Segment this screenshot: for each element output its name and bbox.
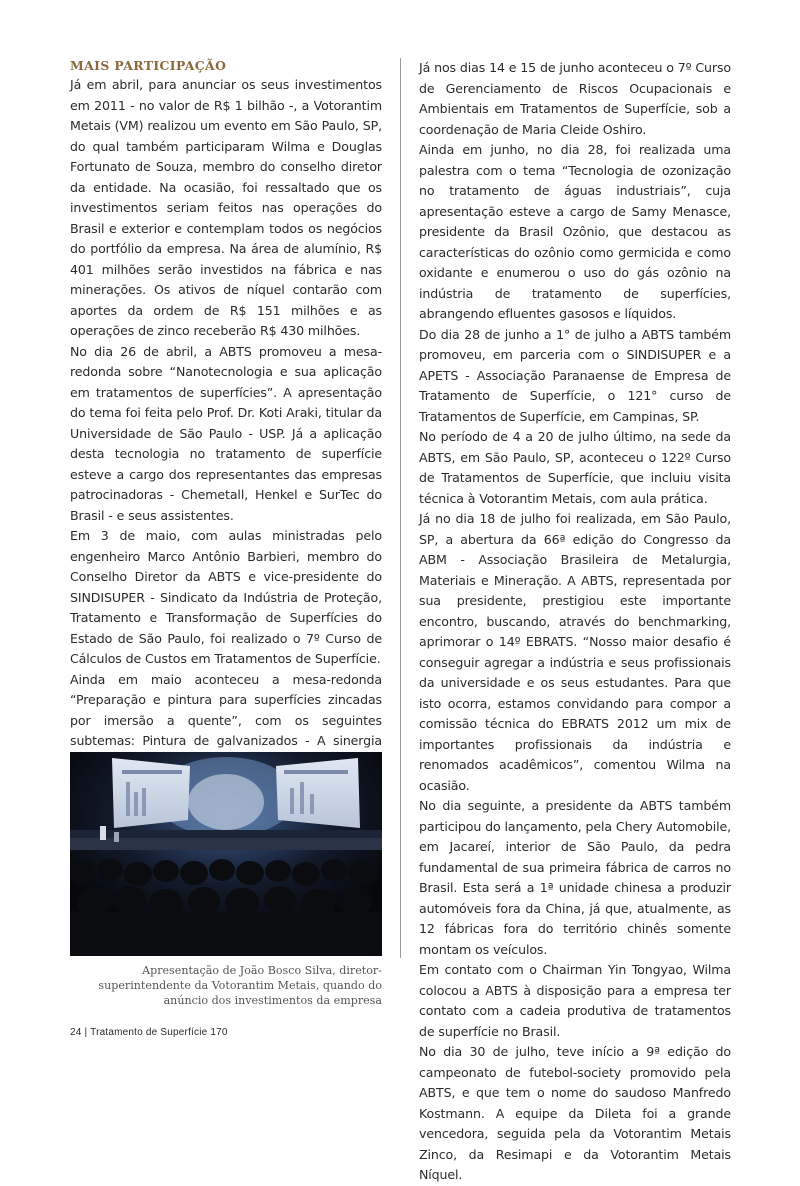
paragraph: Já em abril, para anunciar os seus investimentos em 2011 - no valor de R$ 1 bilhão -, a Votorantim Metais (VM) realizou um evento em São Paulo, SP, do qual também participaram Wilma e Douglas Fortunato de Souza, membro do conselho diretor da entidade. Na ocasião, foi ressaltado que os investimentos seriam feitos nas operações do Brasil e exterior e contemplam todos os negócios do portfólio da empresa. Na área de alumínio, R$ 401 milhões serão investidos na fábrica e nas minerações. Os ativos de níquel contarão com aportes da ordem de R$ 151 milhões e as operações de zinco receberão R$ 430 milhões. (70, 77, 382, 338)
paragraph: No período de 4 a 20 de julho último, na sede da ABTS, em São Paulo, SP, aconteceu o 122º Curso de Tratamentos de Superfície, que incluiu visita técnica à Votorantim Metais, com aula prática. (419, 429, 731, 506)
paragraph: Já nos dias 14 e 15 de junho aconteceu o 7º Curso de Gerenciamento de Riscos Ocupacionais e Ambientais em Tratamentos de Superfície, sob a coordenação de Maria Cleide Oshiro. (419, 60, 731, 137)
section-heading: MAIS PARTICIPAÇÃO (70, 58, 227, 73)
event-photo (70, 752, 382, 956)
paragraph: No dia 26 de abril, a ABTS promoveu a mesa-redonda sobre “Nanotecnologia e sua aplicação em tratamentos de superfícies”. A apresentação do tema foi feita pelo Prof. Dr. Koti Araki, titular da Universidade de São Paulo - USP. Já a aplicação desta tecnologia no tratamento de superfície esteve a cargo dos representantes das empresas patrocinadoras - Chemetall, Henkel e SurTec do Brasil - e seus assistentes. (70, 343, 382, 523)
publication-name: Tratamento de Superfície 170 (90, 1027, 228, 1038)
footer-separator: | (84, 1027, 88, 1038)
paragraph: No dia seguinte, a presidente da ABTS também participou do lançamento, pela Chery Automobile, em Jacareí, interior de São Paulo, da pedra fundamental de sua primeira fábrica de carros no Brasil. Esta será a 1ª unidade chinesa a produzir automóveis fora da China, já que, atualmente, as 12 fábricas fora do território chinês somente montam os veículos. (419, 798, 731, 957)
page-number: 24 (70, 1027, 82, 1038)
paragraph: Em contato com o Chairman Yin Tongyao, Wilma colocou a ABTS à disposição para a empresa ter contato com a cadeia produtiva de tratamentos de superfície no Brasil. (419, 962, 731, 1039)
column-divider (400, 58, 401, 958)
paragraph: Do dia 28 de junho a 1° de julho a ABTS também promoveu, em parceria com o SINDISUPER e a APETS - Associação Paranaense de Empresa de Tratamento de Superfície, o 121° curso de Tratamentos de Superfície, em Campinas, SP. (419, 326, 731, 424)
paragraph: No dia 30 de julho, teve início a 9ª edição do campeonato de futebol-society promovido pela ABTS, e que tem o nome do saudoso Manfredo Kostmann. A equipe da Dileta foi a grande vencedora, seguida pela da Votorantim Metais Zinco, da Resimapi e da Votorantim Metais Níquel. (419, 1044, 731, 1182)
auditorium-photo-illustration (70, 752, 382, 956)
left-column (70, 58, 382, 834)
paragraph: Ainda em junho, no dia 28, foi realizada uma palestra com o tema “Tecnologia de ozonização no tratamento de águas industriais”, cuja apresentação esteve a cargo de Samy Menasce, presidente da Brasil Ozônio, que destacou as características do ozônio como germicida e como oxidante e enumerou o uso do gás ozônio na indústria de tratamento de superfícies, abrangendo efluentes gasosos e líquidos. (419, 142, 731, 321)
paragraph: Ainda em maio aconteceu a mesa-redonda “Preparação e pintura para superfícies zincadas por imersão a quente”, com os seguintes subtemas: Pintura de galvanizados - A sinergia (70, 671, 382, 748)
paragraph: Em 3 de maio, com aulas ministradas pelo engenheiro Marco Antônio Barbieri, membro do Conselho Diretor da ABTS e vice-presidente do SINDISUPER - Sindicato da Indústria de Proteção, Tratamento e Transformação de Superfícies do Estado de São Paulo, foi realizado o 7º Curso de Cálculos de Custos em Tratamentos de Superfície. (70, 528, 382, 666)
paragraph: Já no dia 18 de julho foi realizada, em São Paulo, SP, a abertura da 66ª edição do Congresso da ABM - Associação Brasileira de Metalurgia, Materiais e Mineração. A ABTS, representada por sua presidente, prestigiou este importante encontro, buscando, através do benchmarking, aprimorar o 14º EBRATS. “Nosso maior desafio é conseguir agregar a indústria e seus profissionais da universidade e os seus estudantes. Para que isto ocorra, estamos convidando para compor a comissão técnica do EBRATS 2012 um mix de importantes profissionais da indústria e renomados acadêmicos”, comentou Wilma na ocasião. (419, 511, 731, 793)
photo-caption: Apresentação de João Bosco Silva, diretor-superintendente da Votorantim Metais, quando do anúncio dos investimentos da empresa (98, 964, 382, 1007)
page-footer (70, 1027, 228, 1038)
right-column (419, 58, 731, 1186)
